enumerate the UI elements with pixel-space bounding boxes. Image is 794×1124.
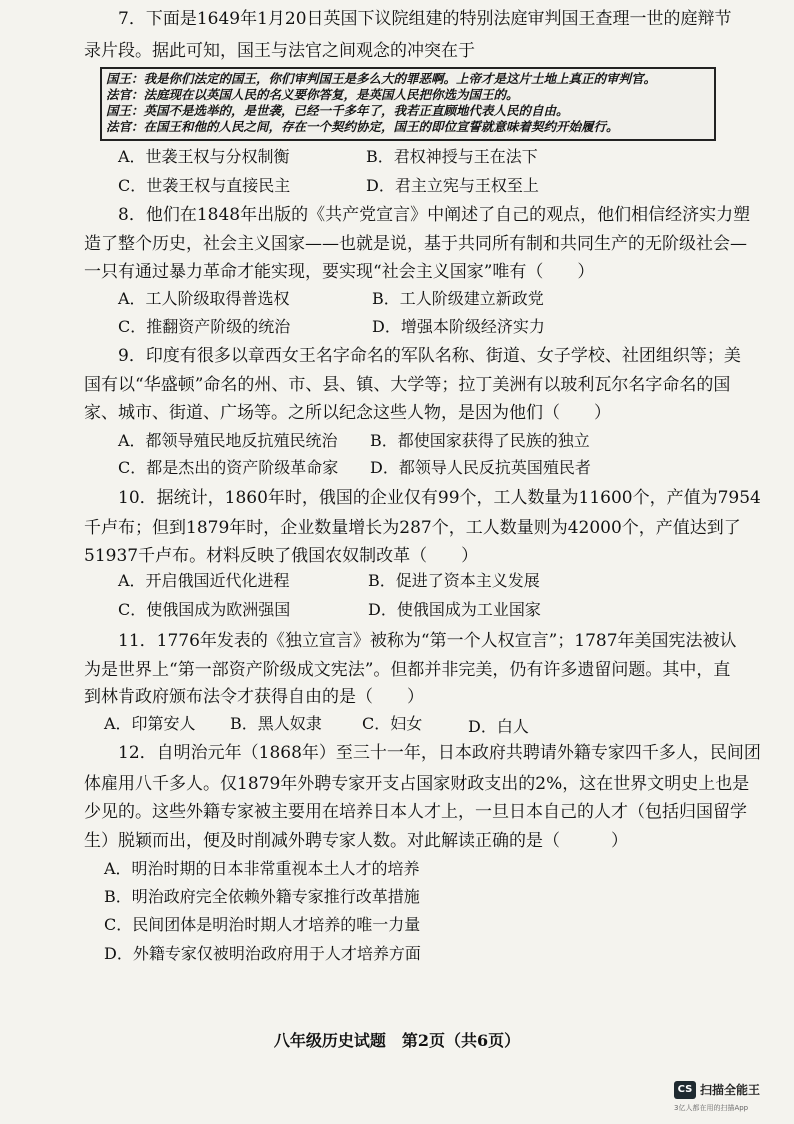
q10-stem-line-2: 千卢布；但到1879年时，企业数量增长为287个，工人数量则为42000个，产值达到了 [84,518,741,538]
camscanner-logo-icon: CS [674,1081,696,1099]
q11-option-d: D．白人 [468,717,529,736]
q12-option-c: C．民间团体是明治时期人才培养的唯一力量 [104,915,421,934]
q9-option-a: A．都领导殖民地反抗殖民统治 [118,431,338,450]
q7-option-a: A．世袭王权与分权制衡 [118,147,290,166]
q10-stem-line-1: 10．据统计，1860年时，俄国的企业仅有99个，工人数量为11600个，产值为7954 [118,488,761,508]
q12-stem-line-2: 体雇用八千多人。仅1879年外聘专家开支占国家财政支出的2%，这在世界文明史上也是 [84,774,750,794]
q9-option-c: C．都是杰出的资产阶级革命家 [118,458,339,477]
q8-option-d: D．增强本阶级经济实力 [372,317,545,336]
q7-option-c: C．世袭王权与直接民主 [118,176,291,195]
q8-stem-line-3: 一只有通过暴力革命才能实现，要实现“社会主义国家”唯有（ ） [84,262,595,282]
q11-stem-line-3: 到林肯政府颁布法令才获得自由的是（ ） [84,687,424,707]
q7-dialogue-line: 国王：我是你们法定的国王，你们审判国王是多么大的罪恶啊。上帝才是这片土地上真正的审判官。 [106,71,657,86]
q9-stem-line-1: 9．印度有很多以章西女王名字命名的军队名称、街道、女子学校、社团组织等；美 [118,346,741,366]
q10-option-d: D．使俄国成为工业国家 [368,600,541,619]
q11-option-a: A．印第安人 [104,714,196,733]
q7-option-b: B．君权神授与王在法下 [366,147,538,166]
q12-option-d: D．外籍专家仅被明治政府用于人才培养方面 [104,944,421,963]
q7-dialogue-line: 法官：在国王和他的人民之间，存在一个契约协定，国王的即位宣誓就意味着契约开始履行。 [106,119,619,134]
q9-option-b: B．都使国家获得了民族的独立 [370,431,590,450]
q10-option-b: B．促进了资本主义发展 [368,571,540,590]
q7-dialogue-line: 国王：英国不是选举的，是世袭，已经一千多年了，我若正直顾地代表人民的自由。 [106,103,569,118]
q7-stem-line-1: 7．下面是1649年1月20日英国下议院组建的特别法庭审判国王查理一世的庭辩节 [118,9,732,29]
watermark-app-name: 扫描全能王 [700,1083,761,1097]
q12-option-a: A．明治时期的日本非常重视本土人才的培养 [104,859,420,878]
q8-option-b: B．工人阶级建立新政党 [372,289,544,308]
q7-stem-line-2: 录片段。据此可知，国王与法官之间观念的冲突在于 [84,41,475,61]
q12-stem-line-1: 12．自明治元年（1868年）至三十一年，日本政府共聘请外籍专家四千多人，民间团 [118,743,761,763]
q10-option-c: C．使俄国成为欧洲强国 [118,600,291,619]
q11-option-b: B．黑人奴隶 [230,714,322,733]
q11-stem-line-1: 11．1776年发表的《独立宣言》被称为“第一个人权宣言”；1787年美国宪法被认 [118,631,737,651]
q7-dialogue-line: 法官：法庭现在以英国人民的名义要你答复，是英国人民把你选为国王的。 [106,87,519,102]
q9-stem-line-3: 家、城市、街道、广场等。之所以纪念这些人物，是因为他们（ ） [84,403,611,423]
q8-option-a: A．工人阶级取得普选权 [118,289,290,308]
q8-stem-line-2: 造了整个历史，社会主义国家——也就是说，基于共同所有制和共同生产的无阶级社会— [84,234,747,254]
q8-stem-line-1: 8．他们在1848年出版的《共产党宣言》中阐述了自己的观点，他们相信经济实力塑 [118,205,751,225]
q11-stem-line-2: 为是世界上“第一部资产阶级成文宪法”。但都并非完美，仍有许多遗留问题。其中，直 [84,660,731,680]
watermark-tagline: 3亿人都在用的扫描App [674,1104,749,1112]
q9-stem-line-2: 国有以“华盛顿”命名的州、市、县、镇、大学等；拉丁美洲有以玻利瓦尔名字命名的国 [84,375,731,395]
q11-option-c: C．妇女 [362,714,423,733]
q10-stem-line-3: 51937千卢布。材料反映了俄国农奴制改革（ ） [84,546,479,566]
scanner-watermark [674,1077,784,1117]
q7-option-d: D．君主立宪与王权至上 [366,176,539,195]
q7-dialogue-box [100,67,716,141]
q10-option-a: A．开启俄国近代化进程 [118,571,290,590]
q8-option-c: C．推翻资产阶级的统治 [118,317,291,336]
q12-option-b: B．明治政府完全依赖外籍专家推行改革措施 [104,887,420,906]
q12-stem-line-4: 生）脱颖而出，便及时削减外聘专家人数。对此解读正确的是（ ） [84,831,628,851]
q12-stem-line-3: 少见的。这些外籍专家被主要用在培养日本人才上，一旦日本自己的人才（包括归国留学 [84,802,747,822]
q9-option-d: D．都领导人民反抗英国殖民者 [370,458,591,477]
page-footer: 八年级历史试题 第2页（共6页） [273,1031,521,1050]
